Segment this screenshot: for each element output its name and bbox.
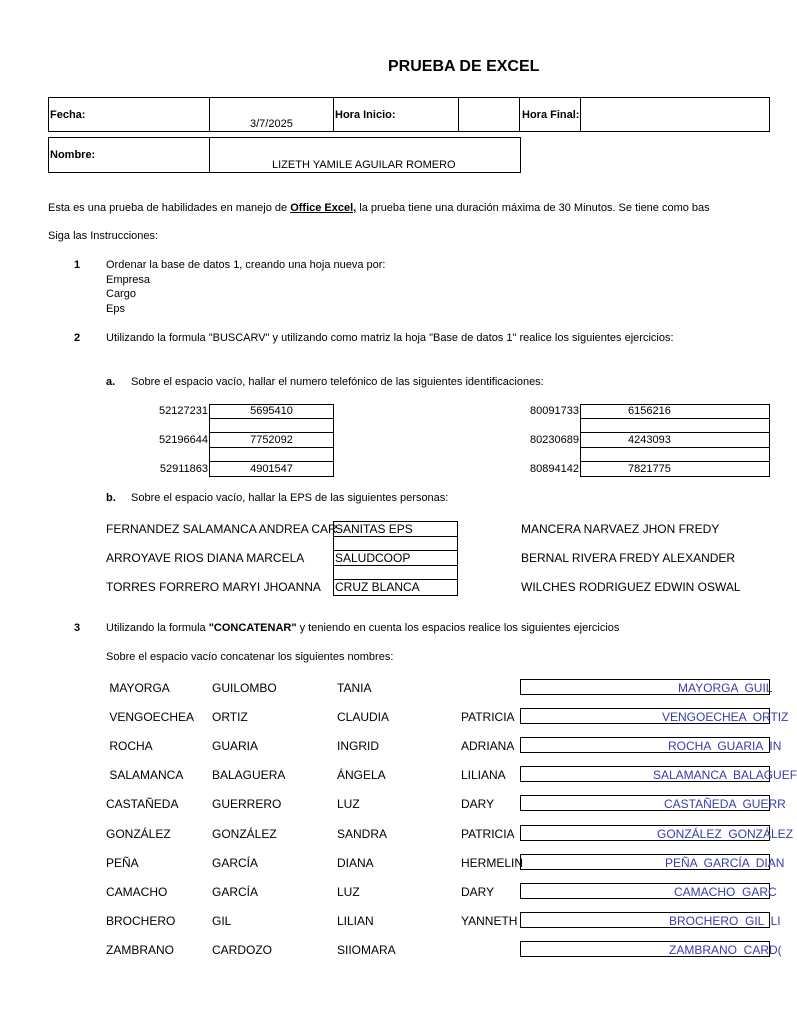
eps-answer-cell[interactable]: SALUDCOOP bbox=[333, 550, 458, 566]
phone-id: 52911863 bbox=[159, 463, 208, 475]
hora-inicio-label: Hora Inicio: bbox=[335, 109, 396, 121]
concat-result-cell[interactable] bbox=[520, 737, 782, 753]
surname-2: GARCÍA bbox=[212, 856, 259, 870]
surname-1: PEÑA bbox=[106, 856, 139, 870]
first-name-1: LUZ bbox=[337, 797, 360, 811]
concat-result-text: VENGOECHEA ORTIZ bbox=[662, 710, 789, 724]
phone-id: 52196644 bbox=[159, 434, 208, 446]
intro-bold-text: Office Excel, bbox=[290, 202, 357, 214]
hora-inicio-value-cell[interactable] bbox=[458, 97, 520, 132]
first-name-1: CLAUDIA bbox=[337, 710, 390, 724]
concat-result-cell[interactable] bbox=[520, 941, 782, 957]
person-name: BERNAL RIVERA FREDY ALEXANDER bbox=[521, 551, 736, 565]
phone-id: 52127231 bbox=[159, 405, 208, 417]
surname-1: CASTAÑEDA bbox=[106, 797, 179, 811]
q1-number: 1 bbox=[74, 259, 81, 271]
person-name: MANCERA NARVAEZ JHON FREDY bbox=[521, 522, 720, 536]
first-name-1: ÁNGELA bbox=[337, 768, 386, 782]
hora-final-label-cell bbox=[519, 97, 581, 132]
phone-answer-cell[interactable]: 5695410 bbox=[209, 404, 334, 419]
surname-1: VENGOECHEA bbox=[106, 710, 195, 724]
first-name-2: LILIANA bbox=[461, 768, 506, 782]
q2-number: 2 bbox=[74, 332, 81, 344]
q3-bold-text: "CONCATENAR" bbox=[208, 622, 297, 634]
phone-answer-cell[interactable]: 4901547 bbox=[209, 461, 334, 477]
hora-inicio-label-cell bbox=[333, 97, 459, 132]
person-name: FERNANDEZ SALAMANCA ANDREA CAR bbox=[106, 522, 337, 536]
concat-result-text: ZAMBRANO CARD( bbox=[669, 943, 782, 957]
q3-text: Utilizando la formula "CONCATENAR" y teniendo en cuenta los espacios realice los siguientes ejercicios bbox=[106, 622, 620, 634]
surname-1: ROCHA bbox=[106, 739, 153, 753]
first-name-1: INGRID bbox=[337, 739, 379, 753]
first-name-1: SIIOMARA bbox=[337, 943, 396, 957]
eps-answer-cell[interactable]: CRUZ BLANCA bbox=[333, 579, 458, 596]
surname-2: GUERRERO bbox=[212, 797, 282, 811]
first-name-2: PATRICIA bbox=[461, 710, 515, 724]
blank-cell[interactable] bbox=[209, 447, 334, 462]
first-name-1: LUZ bbox=[337, 885, 360, 899]
concat-result-text: CASTAÑEDA GUERR bbox=[664, 797, 786, 811]
fecha-label-cell bbox=[48, 97, 210, 132]
surname-1: GONZÁLEZ bbox=[106, 827, 171, 841]
concat-result-text: PEÑA GARCÍA DIAN bbox=[665, 856, 785, 870]
fecha-value: 3/7/2025 bbox=[250, 118, 293, 130]
concat-result-cell[interactable] bbox=[520, 854, 785, 870]
surname-2: BALAGUERA bbox=[212, 768, 286, 782]
surname-2: GONZÁLEZ bbox=[212, 827, 277, 841]
nombre-label: Nombre: bbox=[50, 149, 96, 161]
concat-result-cell[interactable] bbox=[520, 795, 786, 811]
phone-id: 80091733 bbox=[530, 405, 579, 417]
blank-cell[interactable] bbox=[333, 565, 458, 580]
surname-2: GIL bbox=[212, 914, 232, 928]
surname-1: ZAMBRANO bbox=[106, 943, 175, 957]
q1-text: Ordenar la base de datos 1, creando una hoja nueva por: bbox=[106, 259, 386, 271]
q2a-text: Sobre el espacio vacío, hallar el numero telefónico de las siguientes identificaciones: bbox=[131, 376, 544, 388]
surname-1: MAYORGA bbox=[106, 681, 170, 695]
first-name-1: TANIA bbox=[337, 681, 372, 695]
q2b-label: b. bbox=[106, 492, 116, 504]
phone-answer-cell[interactable]: 7752092 bbox=[209, 432, 334, 448]
q1-item: Cargo bbox=[106, 288, 136, 300]
first-name-2: DARY bbox=[461, 885, 495, 899]
nombre-value: LIZETH YAMILE AGUILAR ROMERO bbox=[272, 159, 456, 171]
first-name-1: LILIAN bbox=[337, 914, 374, 928]
concat-result-text: SALAMANCA BALAGUEF bbox=[653, 768, 797, 782]
eps-answer-cell[interactable]: SANITAS EPS bbox=[333, 521, 458, 537]
q2-text: Utilizando la formula "BUSCARV" y utilizando como matriz la hoja "Base de datos 1" realice los siguientes ejercicios: bbox=[106, 332, 674, 344]
fecha-value-cell[interactable] bbox=[209, 97, 334, 132]
hora-final-value-cell[interactable] bbox=[580, 97, 770, 132]
hora-final-label: Hora Final: bbox=[522, 109, 580, 121]
surname-2: ORTIZ bbox=[212, 710, 248, 724]
q2a-label: a. bbox=[106, 376, 116, 388]
concat-result-cell[interactable] bbox=[520, 679, 773, 695]
blank-cell[interactable] bbox=[333, 536, 458, 551]
q1-item: Empresa bbox=[106, 274, 151, 286]
concat-result-text: ROCHA GUARIA IN bbox=[668, 739, 782, 753]
first-name-1: DIANA bbox=[337, 856, 374, 870]
nombre-value-cell[interactable] bbox=[209, 137, 521, 173]
phone-answer-cell[interactable]: 7821775 bbox=[580, 461, 770, 477]
page-title: PRUEBA DE EXCEL bbox=[388, 58, 540, 75]
first-name-2: ADRIANA bbox=[461, 739, 515, 753]
surname-2: CARDOZO bbox=[212, 943, 272, 957]
intro-text: Esta es una prueba de habilidades en manejo de Office Excel, la prueba tiene una duración máxima de 30 Minutos. Se tiene como bas bbox=[48, 202, 710, 214]
surname-2: GUILOMBO bbox=[212, 681, 277, 695]
first-name-2: DARY bbox=[461, 797, 495, 811]
first-name-2: YANNETH bbox=[461, 914, 518, 928]
blank-cell[interactable] bbox=[580, 447, 770, 462]
first-name-2: HERMELIN bbox=[461, 856, 524, 870]
nombre-label-cell bbox=[48, 137, 210, 173]
concat-result-cell[interactable] bbox=[520, 708, 789, 724]
first-name-1: SANDRA bbox=[337, 827, 388, 841]
phone-id: 80230689 bbox=[530, 434, 579, 446]
concat-result-text: BROCHERO GIL LI bbox=[669, 914, 781, 928]
q1-item: Eps bbox=[106, 303, 125, 315]
concat-result-cell[interactable] bbox=[520, 883, 777, 899]
concat-result-text: GONZÁLEZ GONZÁLEZ bbox=[657, 827, 794, 841]
phone-answer-cell[interactable]: 4243093 bbox=[580, 432, 770, 448]
surname-1: BROCHERO bbox=[106, 914, 176, 928]
surname-2: GUARIA bbox=[212, 739, 259, 753]
blank-cell[interactable] bbox=[580, 418, 770, 433]
fecha-label: Fecha: bbox=[50, 109, 86, 121]
instructions-text: Siga las Instrucciones: bbox=[48, 230, 159, 242]
person-name: TORRES FORRERO MARYI JHOANNA bbox=[106, 580, 321, 594]
surname-1: CAMACHO bbox=[106, 885, 168, 899]
person-name: ARROYAVE RIOS DIANA MARCELA bbox=[106, 551, 305, 565]
concat-result-cell[interactable] bbox=[520, 825, 794, 841]
concat-result-text: MAYORGA GUIL bbox=[678, 681, 773, 695]
first-name-2: PATRICIA bbox=[461, 827, 515, 841]
concat-result-text: CAMACHO GARC bbox=[674, 885, 777, 899]
concat-result-cell[interactable] bbox=[520, 912, 781, 928]
q3-number: 3 bbox=[74, 622, 81, 634]
q3-sub-text: Sobre el espacio vacío concatenar los siguientes nombres: bbox=[106, 651, 394, 663]
concat-result-cell[interactable] bbox=[520, 766, 797, 782]
phone-id: 80894142 bbox=[530, 463, 579, 475]
surname-2: GARCÍA bbox=[212, 885, 259, 899]
surname-1: SALAMANCA bbox=[106, 768, 184, 782]
q2b-text: Sobre el espacio vacío, hallar la EPS de las siguientes personas: bbox=[131, 492, 449, 504]
phone-answer-cell[interactable]: 6156216 bbox=[580, 404, 770, 419]
person-name: WILCHES RODRIGUEZ EDWIN OSWAL bbox=[521, 580, 741, 594]
blank-cell[interactable] bbox=[209, 418, 334, 433]
